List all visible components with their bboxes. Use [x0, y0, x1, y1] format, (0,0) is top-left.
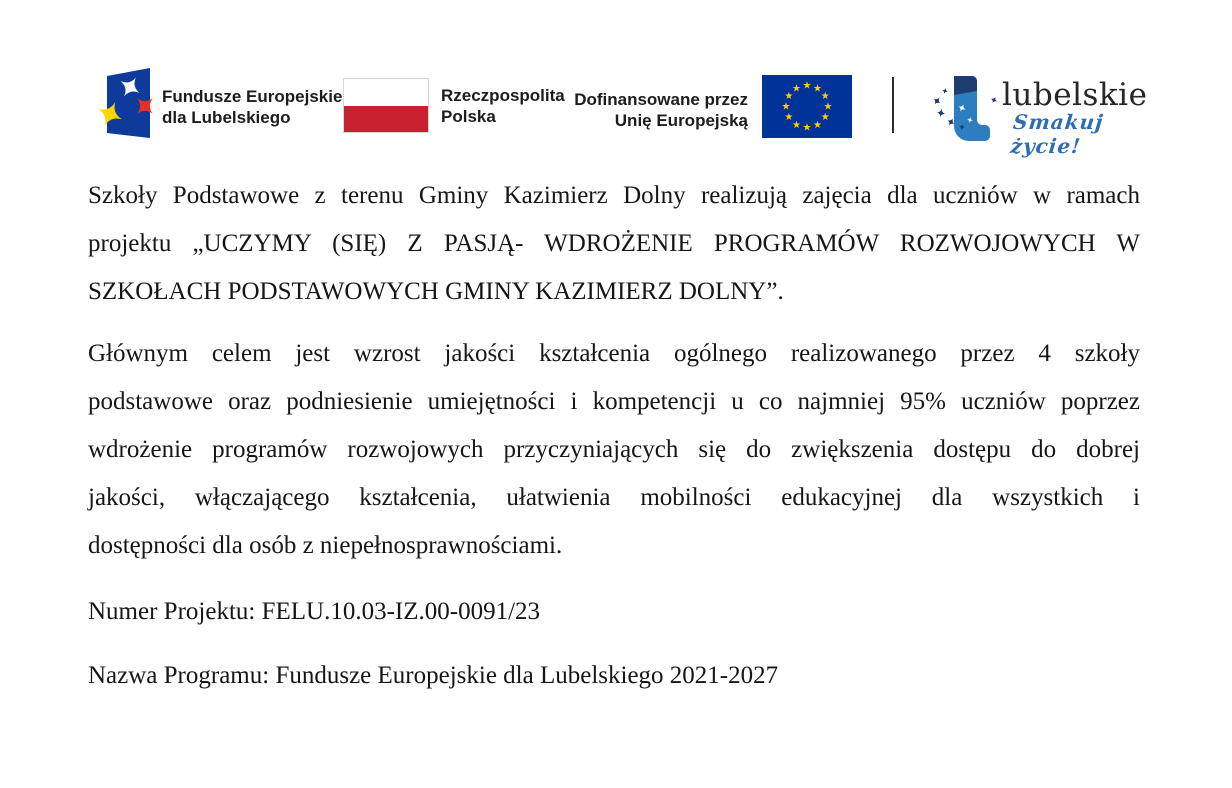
lubelskie-wordmark: lubelskie [1002, 77, 1148, 113]
svg-text:★: ★ [802, 80, 812, 92]
fe-flag-icon [100, 64, 150, 140]
svg-text:★: ★ [792, 83, 801, 95]
program-name-line [88, 652, 1140, 700]
text-line: Szkoły Podstawowe z terenu Gminy Kazimierz Dolny realizują zajęcia dla uczniów w ramach [88, 182, 1140, 209]
lubelskie-slogan: Smakuj życie! [1009, 110, 1105, 158]
logo-strip [0, 0, 1232, 165]
text-line: wdrożenie programów rozwojowych przyczyniających się do zwiększenia dostępu do dobrej [88, 436, 1140, 463]
document-body [88, 172, 1140, 714]
eu-funding-line1: Dofinansowane przez [574, 90, 748, 109]
svg-text:★: ★ [820, 112, 830, 124]
program-name-text: Nazwa Programu: Fundusze Europejskie dla Lubelskiego 2021-2027 [88, 662, 779, 689]
paragraph-project-intro [88, 172, 1140, 316]
svg-text:★: ★ [813, 83, 822, 95]
svg-text:★: ★ [784, 112, 794, 124]
lubelskie-l-icon [928, 68, 1004, 148]
fe-logo-line1: Fundusze Europejskie [162, 87, 343, 106]
svg-text:★: ★ [823, 101, 833, 113]
project-number-text: Numer Projektu: FELU.10.03-IZ.00-0091/23 [88, 598, 541, 625]
text-line: SZKOŁACH PODSTAWOWYCH GMINY KAZIMIERZ DOLNY”. [88, 278, 784, 305]
svg-text:★: ★ [802, 122, 812, 134]
text-line: podstawowe oraz podniesienie umiejętności i kompetencji u co najmniej 95% uczniów poprzez [88, 388, 1140, 415]
svg-text:★: ★ [820, 91, 830, 103]
fe-logo-line2: dla Lubelskiego [162, 108, 291, 127]
paragraph-project-goal [88, 330, 1140, 570]
text-line: Głównym celem jest wzrost jakości kształcenia ogólnego realizowanego przez 4 szkoły [88, 340, 1140, 367]
fe-logo-text [162, 86, 342, 140]
lubelskie-logo [928, 62, 1158, 158]
svg-text:★: ★ [792, 119, 801, 131]
poland-flag-red-stripe [344, 106, 428, 133]
svg-text:★: ★ [813, 119, 822, 131]
poland-logo-line2: Polska [441, 107, 496, 126]
eu-funding-line2: Unię Europejską [614, 111, 748, 130]
eu-funding-text [520, 89, 748, 138]
eu-flag-icon [762, 75, 852, 138]
poland-logo-line1: Rzeczpospolita [441, 86, 565, 105]
svg-text:★: ★ [784, 91, 794, 103]
fundusze-europejskie-logo [100, 64, 342, 140]
eu-funding-logo [520, 75, 852, 138]
poland-flag-icon [343, 78, 429, 133]
svg-text:★: ★ [781, 101, 791, 113]
vertical-divider [892, 77, 894, 133]
text-line: dostępności dla osób z niepełnosprawnościami. [88, 532, 563, 559]
text-line: projektu „UCZYMY (SIĘ) Z PASJĄ- WDROŻENIE PROGRAMÓW ROZWOJOWYCH W [88, 230, 1140, 257]
text-line: jakości, włączającego kształcenia, ułatwienia mobilności edukacyjnej dla wszystkich i [88, 484, 1140, 511]
project-number-line [88, 588, 1140, 636]
